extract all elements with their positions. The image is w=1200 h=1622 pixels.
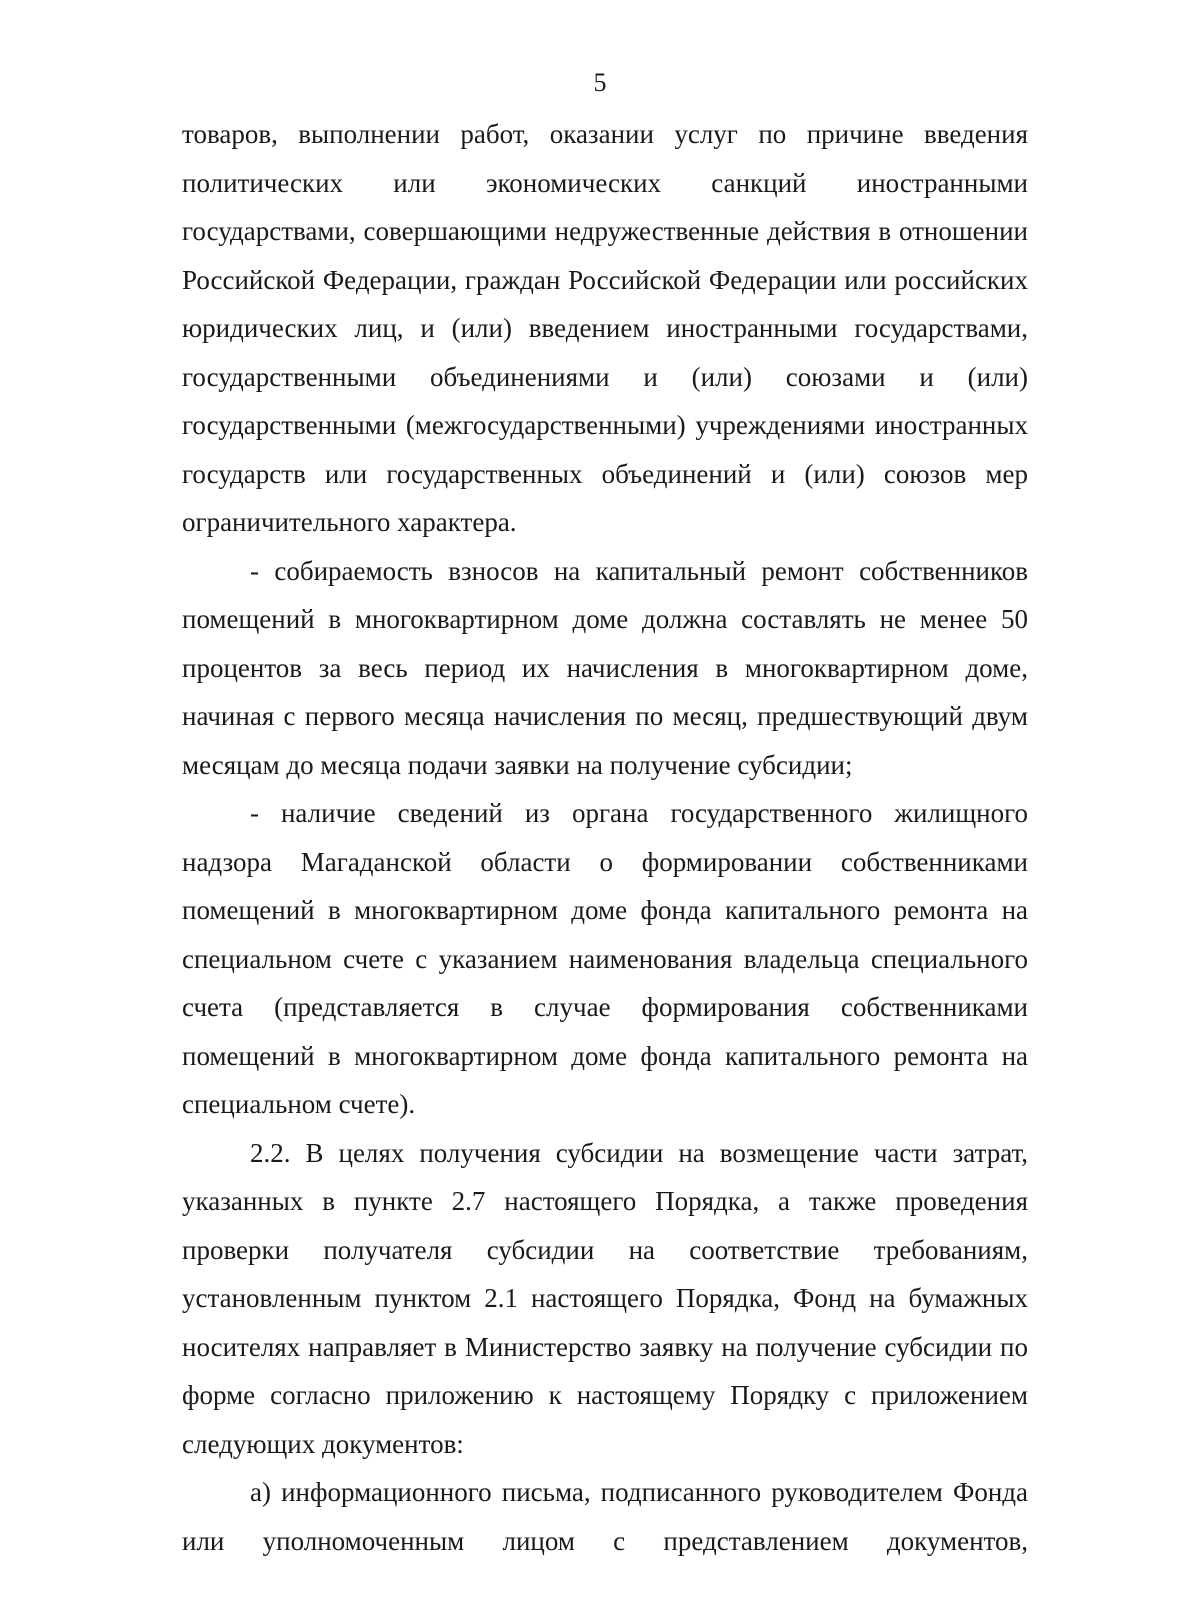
page-number: 5: [593, 68, 607, 97]
document-body: [182, 110, 1028, 1565]
paragraph-sanctions-continuation: товаров, выполнении работ, оказании услуг по причине введения политических или экономических санкций иностранными государствами, совершающими недружественные действия в отношении Российской Федерации, граждан Российской Федерации или российских юридических лиц, и (или) введением иностранными государствами, государственными объединениями и (или) союзами и (или) государственными (межгосударственными) учреждениями иностранных государств или государственных объединений и (или) союзов мер ограничительного характера.: [182, 119, 1028, 537]
paragraph-section-2-2: 2.2. В целях получения субсидии на возмещение части затрат, указанных в пункте 2.7 настоящего Порядка, а также проведения проверки получателя субсидии на соответствие требованиям, установленным пунктом 2.1 настоящего Порядка, Фонд на бумажных носителях направляет в Министерство заявку на получение субсидии по форме согласно приложению к настоящему Порядку с приложением следующих документов:: [182, 1137, 1028, 1459]
paragraph-item-a: а) информационного письма, подписанного руководителем Фонда или уполномоченным лицом с представлением документов,: [182, 1477, 1028, 1556]
paragraph-housing-supervision-info: - наличие сведений из органа государственного жилищного надзора Магаданской области о формировании собственниками помещений в многоквартирном доме фонда капитального ремонта на специальном счете с указанием наименования владельца специального счета (представляется в случае формирования собственниками помещений в многоквартирном доме фонда капитального ремонта на специальном счете).: [182, 798, 1028, 1119]
paragraph-contribution-collection: - собираемость взносов на капитальный ремонт собственников помещений в многоквартирном доме должна составлять не менее 50 процентов за весь период их начисления в многоквартирном доме, начиная с первого месяца начисления по месяц, предшествующий двум месяцам до месяца подачи заявки на получение субсидии;: [182, 555, 1028, 780]
